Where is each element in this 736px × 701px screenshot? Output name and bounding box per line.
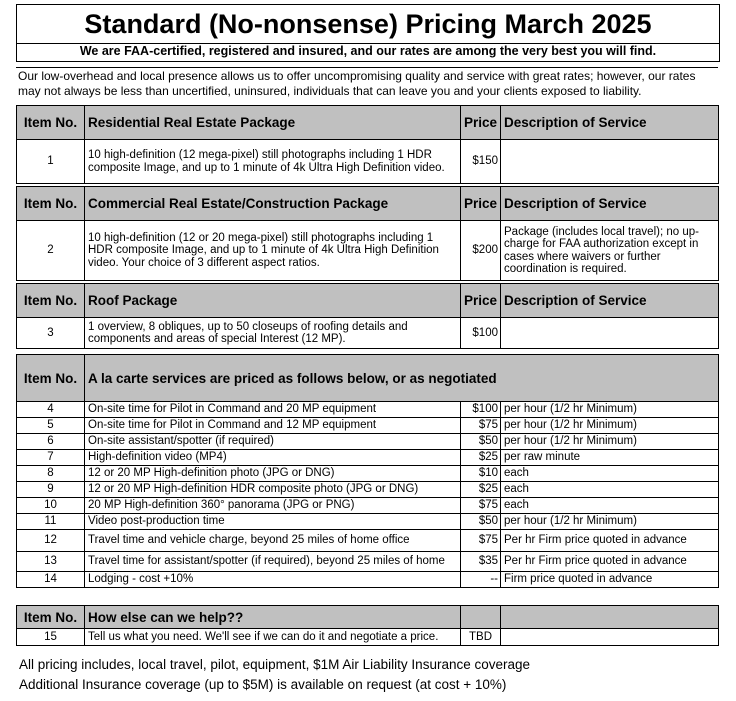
package-description: [500, 139, 719, 184]
item-number: 1: [16, 139, 85, 184]
item-no-header: Item No.: [16, 354, 85, 402]
service-price: $25: [460, 449, 501, 466]
package-price: $200: [460, 220, 501, 281]
intro-block: [16, 67, 718, 100]
help-header: How else can we help??: [84, 605, 461, 629]
roof-package-header: Roof Package: [84, 283, 461, 318]
help-price: TBD: [460, 628, 501, 646]
description-header-blank: [500, 605, 719, 629]
item-number: 4: [16, 401, 85, 418]
price-header-blank: [460, 605, 501, 629]
item-number: 7: [16, 449, 85, 466]
item-number: 8: [16, 465, 85, 482]
item-no-header: Item No.: [16, 283, 85, 318]
service-price: $100: [460, 401, 501, 418]
service-price: $35: [460, 551, 501, 572]
service-description: each: [500, 497, 719, 514]
item-number: 11: [16, 513, 85, 530]
service-name: Lodging - cost +10%: [84, 571, 461, 588]
item-number: 5: [16, 417, 85, 434]
price-header: Price: [460, 283, 501, 318]
package-details: 1 overview, 8 obliques, up to 50 closeups of roofing details and components and areas of special Interest (12 MP).: [84, 317, 461, 349]
item-number: 9: [16, 481, 85, 498]
service-name: On-site time for Pilot in Command and 20 MP equipment: [84, 401, 461, 418]
service-description: each: [500, 465, 719, 482]
package-description: Package (includes local travel); no up-charge for FAA authorization except in cases where waivers or further coordination is required.: [500, 220, 719, 281]
service-description: per hour (1/2 hr Minimum): [500, 417, 719, 434]
item-no-header: Item No.: [16, 105, 85, 140]
item-number: 15: [16, 628, 85, 646]
service-price: --: [460, 571, 501, 588]
package-details: 10 high-definition (12 or 20 mega-pixel) still photographs including 1 HDR composite Image, and up to 1 minute of 4k Ultra High Definition video. Your choice of 3 different aspect ratios.: [84, 220, 461, 281]
service-description: per hour (1/2 hr Minimum): [500, 401, 719, 418]
description-header: Description of Service: [500, 186, 719, 221]
help-description: [500, 628, 719, 646]
service-price: $75: [460, 417, 501, 434]
price-header: Price: [460, 186, 501, 221]
service-price: $75: [460, 529, 501, 552]
page-subtitle: We are FAA-certified, registered and insured, and our rates are among the very best you will find.: [16, 43, 720, 62]
service-description: Firm price quoted in advance: [500, 571, 719, 588]
package-price: $150: [460, 139, 501, 184]
residential-package-header: Residential Real Estate Package: [84, 105, 461, 140]
item-number: 14: [16, 571, 85, 588]
price-header: Price: [460, 105, 501, 140]
item-number: 6: [16, 433, 85, 450]
service-price: $25: [460, 481, 501, 498]
item-number: 10: [16, 497, 85, 514]
service-name: Video post-production time: [84, 513, 461, 530]
item-no-header: Item No.: [16, 186, 85, 221]
footer-line: All pricing includes, local travel, pilot, equipment, $1M Air Liability Insurance coverage: [19, 657, 531, 672]
service-description: per hour (1/2 hr Minimum): [500, 433, 719, 450]
item-number: 12: [16, 529, 85, 552]
package-price: $100: [460, 317, 501, 349]
service-description: per hour (1/2 hr Minimum): [500, 513, 719, 530]
service-description: per raw minute: [500, 449, 719, 466]
item-number: 13: [16, 551, 85, 572]
service-name: Travel time and vehicle charge, beyond 25 miles of home office: [84, 529, 461, 552]
service-name: 12 or 20 MP High-definition photo (JPG or DNG): [84, 465, 461, 482]
commercial-package-header: Commercial Real Estate/Construction Package: [84, 186, 461, 221]
item-number: 3: [16, 317, 85, 349]
service-description: each: [500, 481, 719, 498]
service-price: $75: [460, 497, 501, 514]
service-name: On-site time for Pilot in Command and 12 MP equipment: [84, 417, 461, 434]
service-name: On-site assistant/spotter (if required): [84, 433, 461, 450]
item-number: 2: [16, 220, 85, 281]
service-price: $10: [460, 465, 501, 482]
page-title: Standard (No-nonsense) Pricing March 2025: [16, 4, 720, 44]
description-header: Description of Service: [500, 283, 719, 318]
service-price: $50: [460, 513, 501, 530]
item-no-header: Item No.: [16, 605, 85, 629]
service-name: 20 MP High-definition 360° panorama (JPG or PNG): [84, 497, 461, 514]
help-details: Tell us what you need. We'll see if we can do it and negotiate a price.: [84, 628, 461, 646]
description-header: Description of Service: [500, 105, 719, 140]
package-description: [500, 317, 719, 349]
intro-text: Our low-overhead and local presence allows us to offer uncompromising quality and service with great rates; however, our rates may not always be less than uncertified, uninsured, individuals that can leave you and your clients exposed to liability.: [18, 69, 696, 98]
service-price: $50: [460, 433, 501, 450]
package-details: 10 high-definition (12 mega-pixel) still photographs including 1 HDR composite Image, and up to 1 minute of 4k Ultra High Definition video.: [84, 139, 461, 184]
service-name: Travel time for assistant/spotter (if required), beyond 25 miles of home: [84, 551, 461, 572]
service-name: 12 or 20 MP High-definition HDR composite photo (JPG or DNG): [84, 481, 461, 498]
service-description: Per hr Firm price quoted in advance: [500, 551, 719, 572]
footer-line: Additional Insurance coverage (up to $5M) is available on request (at cost + 10%): [19, 677, 507, 692]
alacarte-header: A la carte services are priced as follows below, or as negotiated: [84, 354, 719, 402]
service-name: High-definition video (MP4): [84, 449, 461, 466]
service-description: Per hr Firm price quoted in advance: [500, 529, 719, 552]
